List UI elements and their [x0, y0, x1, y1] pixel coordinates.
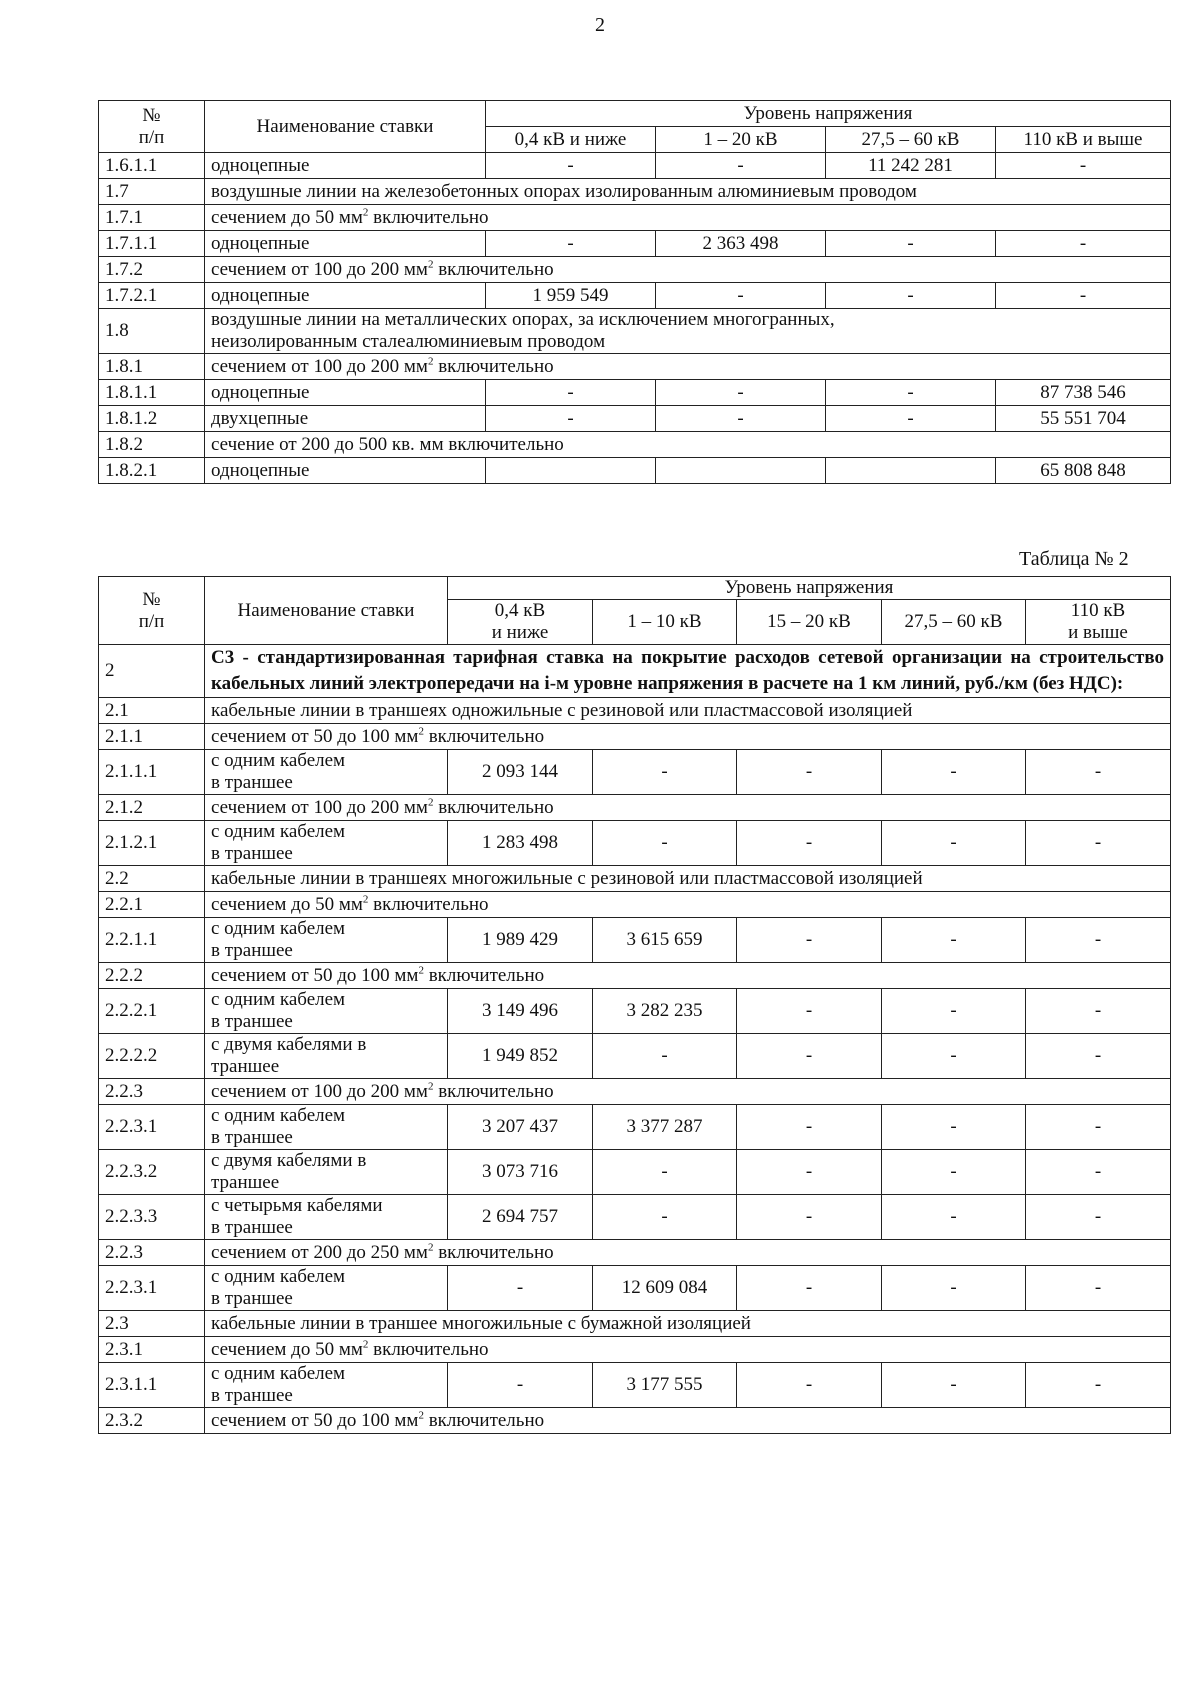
table-row [99, 698, 1171, 724]
row-number-cell: 2.1.2.1 [99, 821, 205, 866]
row-value-cell: - [737, 1150, 882, 1195]
row-value-cell: - [1026, 1363, 1171, 1408]
row-number-cell: 2 [99, 645, 205, 698]
row-name-cell: с одним кабелем в траншее [205, 1266, 448, 1311]
table-row [99, 918, 1171, 963]
header-voltage-cell: 1 – 20 кВ [656, 127, 826, 153]
row-number-cell: 2.2.3.1 [99, 1105, 205, 1150]
row-value-cell: - [486, 231, 656, 257]
header-voltage-cell: 110 кВ и выше [996, 127, 1171, 153]
row-name-cell: с одним кабелем в траншее [205, 989, 448, 1034]
row-value-cell: - [826, 380, 996, 406]
row-value-cell: - [737, 1034, 882, 1079]
row-number-cell: 2.3 [99, 1311, 205, 1337]
row-value-cell: - [486, 153, 656, 179]
header-number-cell: № п/п [99, 101, 205, 153]
row-value-cell: - [882, 1034, 1026, 1079]
row-number-cell: 1.7.2 [99, 257, 205, 283]
row-value-cell: - [1026, 918, 1171, 963]
table-2-caption: Таблица № 2 [1019, 548, 1129, 570]
row-value-cell: 2 093 144 [448, 750, 593, 795]
row-value-cell: - [1026, 1266, 1171, 1311]
row-value-cell: 3 377 287 [593, 1105, 737, 1150]
table-row [99, 989, 1171, 1034]
row-number-cell: 1.8.1.2 [99, 406, 205, 432]
page-number: 2 [595, 14, 605, 36]
row-value-cell: - [882, 1363, 1026, 1408]
row-value-cell: 1 959 549 [486, 283, 656, 309]
header-voltage-group-cell: Уровень напряжения [448, 577, 1171, 600]
row-value-cell: - [1026, 821, 1171, 866]
table-row [99, 821, 1171, 866]
row-value-cell: 11 242 281 [826, 153, 996, 179]
row-name-cell: с четырьмя кабелями в траншее [205, 1195, 448, 1240]
row-name-cell: двухцепные [205, 406, 486, 432]
table-row [99, 205, 1171, 231]
row-number-cell: 1.8.2.1 [99, 458, 205, 484]
row-value-cell: - [882, 1195, 1026, 1240]
header-voltage-cell: 0,4 кВ и ниже [486, 127, 656, 153]
header-row [99, 101, 1171, 127]
row-value-cell: - [593, 750, 737, 795]
row-value-cell: - [737, 1105, 882, 1150]
table-row [99, 354, 1171, 380]
row-value-cell: 1 949 852 [448, 1034, 593, 1079]
row-value-cell: - [882, 1105, 1026, 1150]
row-value-cell: - [882, 750, 1026, 795]
row-name-cell: кабельные линии в траншее многожильные с бумажной изоляцией [205, 1311, 1171, 1337]
row-value-cell: - [737, 821, 882, 866]
row-name-cell: одноцепные [205, 231, 486, 257]
header-number-cell: № п/п [99, 577, 205, 645]
row-value-cell: - [996, 231, 1171, 257]
table-row [99, 1337, 1171, 1363]
row-name-cell: С3 - стандартизированная тарифная ставка на покрытие расходов сетевой организации на строительство кабельных линий электропередачи на i-м уровне напряжения в расчете на 1 км линий, руб./км (без НДС): [205, 645, 1171, 698]
row-value-cell: 2 363 498 [656, 231, 826, 257]
row-value-cell: 12 609 084 [593, 1266, 737, 1311]
row-value-cell: - [737, 750, 882, 795]
header-row [99, 577, 1171, 600]
row-name-cell: сечение от 200 до 500 кв. мм включительно [205, 432, 1171, 458]
row-name-cell: с одним кабелем в траншее [205, 821, 448, 866]
row-number-cell: 2.3.1 [99, 1337, 205, 1363]
table-row [99, 179, 1171, 205]
row-value-cell: - [996, 153, 1171, 179]
row-value-cell: 1 989 429 [448, 918, 593, 963]
row-value-cell: 55 551 704 [996, 406, 1171, 432]
row-value-cell: 87 738 546 [996, 380, 1171, 406]
row-number-cell: 2.2.3.3 [99, 1195, 205, 1240]
row-value-cell: - [1026, 1034, 1171, 1079]
row-name-cell: сечением от 50 до 100 $мм^2$ включительно [205, 1408, 1171, 1434]
row-value-cell: 3 282 235 [593, 989, 737, 1034]
row-name-cell: сечением от 200 до 250 $мм^2$ включительно [205, 1240, 1171, 1266]
row-name-cell: сечением от 100 до 200 $мм^2$ включительно [205, 1079, 1171, 1105]
row-value-cell: - [593, 1150, 737, 1195]
row-name-cell: сечением до 50 $мм^2$ включительно [205, 892, 1171, 918]
row-name-cell: с двумя кабелями в траншее [205, 1034, 448, 1079]
row-name-cell: одноцепные [205, 458, 486, 484]
tariff-table-1-body [99, 101, 1171, 484]
row-value-cell: 3 149 496 [448, 989, 593, 1034]
table-row [99, 1079, 1171, 1105]
row-number-cell: 1.8 [99, 309, 205, 354]
tariff-table-2-body [99, 577, 1171, 1434]
table-row [99, 231, 1171, 257]
row-name-cell: сечением от 100 до 200 $мм^2$ включительно [205, 257, 1171, 283]
row-value-cell: - [1026, 750, 1171, 795]
table-row [99, 1195, 1171, 1240]
row-name-cell: с одним кабелем в траншее [205, 750, 448, 795]
row-value-cell: - [448, 1363, 593, 1408]
row-name-cell: сечением от 100 до 200 $мм^2$ включительно [205, 354, 1171, 380]
row-value-cell: - [826, 406, 996, 432]
row-number-cell: 1.7.2.1 [99, 283, 205, 309]
row-number-cell: 2.2 [99, 866, 205, 892]
row-value-cell: 1 283 498 [448, 821, 593, 866]
row-name-cell: с одним кабелем в траншее [205, 1363, 448, 1408]
row-name-cell: с одним кабелем в траншее [205, 1105, 448, 1150]
table-row [99, 458, 1171, 484]
row-value-cell: - [996, 283, 1171, 309]
row-value-cell: - [1026, 1150, 1171, 1195]
row-value-cell: - [593, 1195, 737, 1240]
table-row [99, 963, 1171, 989]
row-value-cell: - [656, 153, 826, 179]
row-value-cell: - [486, 380, 656, 406]
row-value-cell: - [882, 918, 1026, 963]
row-value-cell: - [593, 1034, 737, 1079]
row-value-cell: - [1026, 1195, 1171, 1240]
row-value-cell: 3 177 555 [593, 1363, 737, 1408]
row-number-cell: 1.8.2 [99, 432, 205, 458]
row-value-cell: - [448, 1266, 593, 1311]
row-number-cell: 2.1.1.1 [99, 750, 205, 795]
header-name-cell: Наименование ставки [205, 101, 486, 153]
row-number-cell: 2.3.2 [99, 1408, 205, 1434]
table-row [99, 1363, 1171, 1408]
row-number-cell: 2.2.1 [99, 892, 205, 918]
row-name-cell: кабельные линии в траншеях одножильные с резиновой или пластмассовой изоляцией [205, 698, 1171, 724]
row-name-cell: с двумя кабелями в траншее [205, 1150, 448, 1195]
tariff-table-2 [98, 576, 1171, 1434]
row-name-cell: сечением до 50 $мм^2$ включительно [205, 1337, 1171, 1363]
row-name-cell: воздушные линии на металлических опорах, за исключением многогранных, неизолированным сталеалюминиевым проводом [205, 309, 1171, 354]
table-row [99, 750, 1171, 795]
table-row [99, 724, 1171, 750]
table-row [99, 406, 1171, 432]
row-value-cell: 3 073 716 [448, 1150, 593, 1195]
row-name-cell: воздушные линии на железобетонных опорах изолированным алюминиевым проводом [205, 179, 1171, 205]
row-name-cell: одноцепные [205, 283, 486, 309]
row-value-cell: - [656, 283, 826, 309]
row-value-cell: - [737, 1266, 882, 1311]
row-name-cell: одноцепные [205, 153, 486, 179]
row-value-cell: 2 694 757 [448, 1195, 593, 1240]
row-value-cell: - [656, 380, 826, 406]
row-value-cell: 3 207 437 [448, 1105, 593, 1150]
row-number-cell: 2.2.3 [99, 1240, 205, 1266]
row-number-cell: 1.7.1.1 [99, 231, 205, 257]
header-voltage-cell: 27,5 – 60 кВ [882, 600, 1026, 645]
row-value-cell: - [882, 989, 1026, 1034]
row-number-cell: 2.2.2.2 [99, 1034, 205, 1079]
table-row [99, 257, 1171, 283]
row-number-cell: 2.2.2.1 [99, 989, 205, 1034]
row-value-cell: - [882, 1266, 1026, 1311]
table-row [99, 380, 1171, 406]
row-number-cell: 2.1 [99, 698, 205, 724]
row-value-cell: - [826, 283, 996, 309]
table-row [99, 1266, 1171, 1311]
row-value-cell: - [486, 406, 656, 432]
table-row [99, 153, 1171, 179]
table-row [99, 1408, 1171, 1434]
row-value-cell: 65 808 848 [996, 458, 1171, 484]
header-voltage-cell: 0,4 кВ и ниже [448, 600, 593, 645]
table-row [99, 283, 1171, 309]
row-number-cell: 1.7.1 [99, 205, 205, 231]
row-value-cell: - [737, 1195, 882, 1240]
row-number-cell: 2.2.3.1 [99, 1266, 205, 1311]
table-row [99, 645, 1171, 698]
table-row [99, 866, 1171, 892]
row-value-cell: - [1026, 1105, 1171, 1150]
row-value-cell: 3 615 659 [593, 918, 737, 963]
row-number-cell: 1.6.1.1 [99, 153, 205, 179]
table-row [99, 1240, 1171, 1266]
header-voltage-group-cell: Уровень напряжения [486, 101, 1171, 127]
row-value-cell: - [656, 406, 826, 432]
row-value-cell: - [737, 918, 882, 963]
table-row [99, 892, 1171, 918]
row-number-cell: 2.1.1 [99, 724, 205, 750]
row-name-cell: сечением до 50 $мм^2$ включительно [205, 205, 1171, 231]
row-number-cell: 2.2.1.1 [99, 918, 205, 963]
row-value-cell: - [737, 989, 882, 1034]
tariff-table-1 [98, 100, 1171, 484]
row-number-cell: 2.2.3 [99, 1079, 205, 1105]
table-row [99, 1034, 1171, 1079]
row-name-cell: с одним кабелем в траншее [205, 918, 448, 963]
row-value-cell [656, 458, 826, 484]
row-name-cell: сечением от 50 до 100 $мм^2$ включительно [205, 724, 1171, 750]
header-voltage-cell: 27,5 – 60 кВ [826, 127, 996, 153]
row-value-cell: - [826, 231, 996, 257]
table-row [99, 1150, 1171, 1195]
row-value-cell [486, 458, 656, 484]
row-name-cell: сечением от 100 до 200 $мм^2$ включительно [205, 795, 1171, 821]
row-number-cell: 1.8.1.1 [99, 380, 205, 406]
header-voltage-cell: 1 – 10 кВ [593, 600, 737, 645]
row-name-cell: кабельные линии в траншеях многожильные с резиновой или пластмассовой изоляцией [205, 866, 1171, 892]
row-number-cell: 2.2.3.2 [99, 1150, 205, 1195]
row-number-cell: 1.8.1 [99, 354, 205, 380]
header-voltage-cell: 110 кВ и выше [1026, 600, 1171, 645]
row-number-cell: 2.1.2 [99, 795, 205, 821]
table-row [99, 795, 1171, 821]
row-value-cell: - [882, 821, 1026, 866]
table-row [99, 1311, 1171, 1337]
row-name-cell: сечением от 50 до 100 $мм^2$ включительно [205, 963, 1171, 989]
header-name-cell: Наименование ставки [205, 577, 448, 645]
row-value-cell: - [882, 1150, 1026, 1195]
table-row [99, 1105, 1171, 1150]
row-number-cell: 2.3.1.1 [99, 1363, 205, 1408]
table-row [99, 432, 1171, 458]
row-value-cell [826, 458, 996, 484]
row-number-cell: 2.2.2 [99, 963, 205, 989]
table-row [99, 309, 1171, 354]
row-value-cell: - [1026, 989, 1171, 1034]
row-value-cell: - [737, 1363, 882, 1408]
header-voltage-cell: 15 – 20 кВ [737, 600, 882, 645]
row-number-cell: 1.7 [99, 179, 205, 205]
row-value-cell: - [593, 821, 737, 866]
row-name-cell: одноцепные [205, 380, 486, 406]
